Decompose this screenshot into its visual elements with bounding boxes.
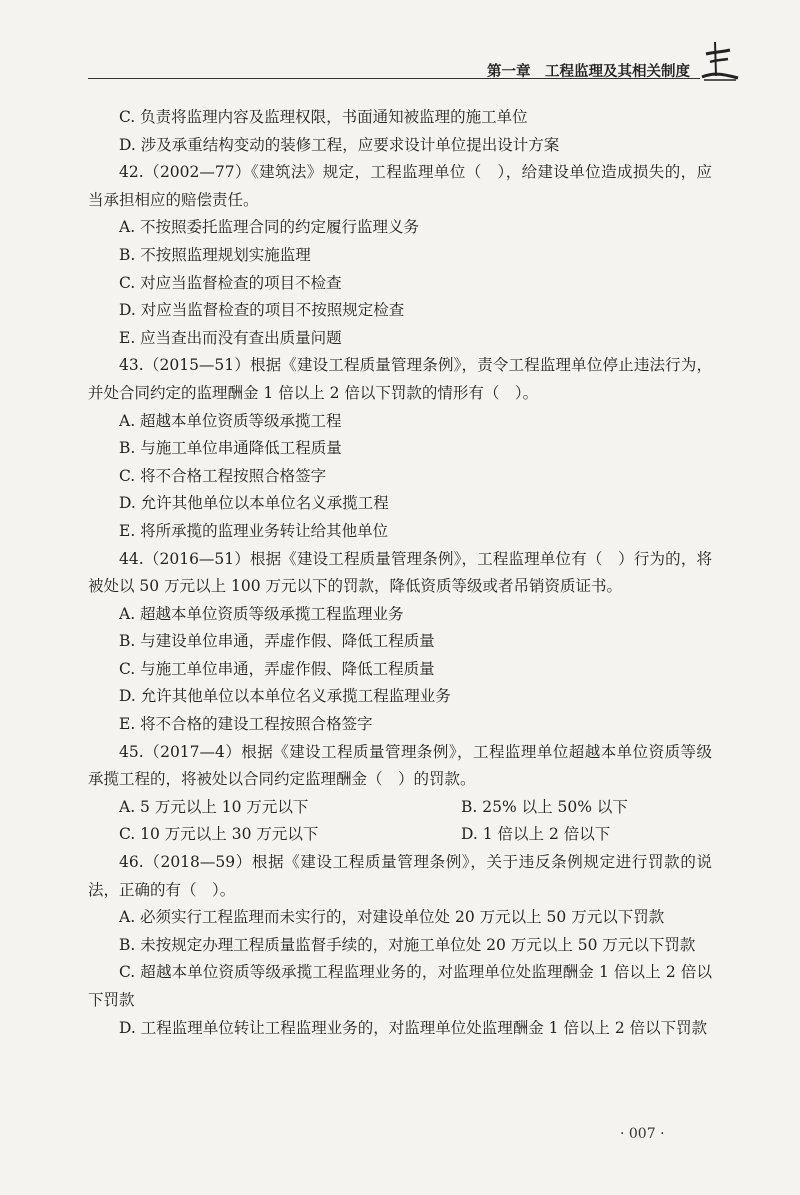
option-item: C. 与施工单位串通，弄虚作假、降低工程质量 [119, 659, 435, 678]
chapter-mark-icon [700, 40, 740, 84]
option-item: D. 对应当监督检查的项目不按照规定检查 [119, 301, 405, 320]
option-item: B. 与建设单位串通，弄虚作假、降低工程质量 [119, 632, 435, 651]
question-stem: 43.（2015—51）根据《建设工程质量管理条例》，责令工程监理单位停止违法行为，并处合同约定的监理酬金 1 倍以上 2 倍以下罚款的情形有（ ）。 [88, 356, 712, 402]
option-row [88, 821, 712, 849]
question-stem: 44.（2016—51）根据《建设工程质量管理条例》，工程监理单位有（ ）行为的，将被处以 50 万元以上 100 万元以下的罚款，降低资质等级或者吊销资质证书。 [88, 549, 712, 596]
option-item: C. 负责将监理内容及监理权限，书面通知被监理的施工单位 [119, 108, 528, 126]
chapter-title: 第一章 工程监理及其相关制度 [487, 64, 690, 80]
option-item: A. 5 万元以上 10 万元以下 [119, 797, 309, 816]
option-item: E. 将所承揽的监理业务转让给其他单位 [119, 521, 389, 540]
page-number: · 007 · [620, 1126, 665, 1142]
option-item: A. 超越本单位资质等级承揽工程监理业务 [119, 604, 404, 623]
option-item: C. 对应当监督检查的项目不检查 [119, 273, 342, 292]
option-item: B. 与施工单位串通降低工程质量 [119, 439, 342, 458]
question-stem: 45.（2017—4）根据《建设工程质量管理条例》，工程监理单位超越本单位资质等级承揽工程的，将被处以合同约定监理酬金（ ）的罚款。 [88, 742, 712, 789]
page-content [88, 104, 712, 1042]
option-item: D. 1 倍以上 2 倍以下 [461, 825, 611, 844]
option-item: C. 超越本单位资质等级承揽工程监理业务的，对监理单位处监理酬金 1 倍以上 2 倍以下罚款 [88, 963, 712, 1009]
option-item: B. 不按照监理规划实施监理 [119, 245, 311, 264]
option-item: D. 允许其他单位以本单位名义承揽工程 [119, 494, 389, 513]
question-stem: 42.（2002—77）《建筑法》规定，工程监理单位（ ），给建设单位造成损失的，应当承担相应的赔偿责任。 [88, 163, 712, 209]
option-item: C. 将不合格工程按照合格签字 [119, 466, 327, 485]
option-item: A. 超越本单位资质等级承揽工程 [119, 411, 342, 430]
option-item: D. 涉及承重结构变动的装修工程，应要求设计单位提出设计方案 [119, 135, 560, 154]
option-item: D. 允许其他单位以本单位名义承揽工程监理业务 [119, 687, 451, 706]
option-item: A. 不按照委托监理合同的约定履行监理义务 [119, 218, 420, 237]
header-rule [88, 78, 700, 79]
option-item: C. 10 万元以上 30 万元以下 [119, 825, 319, 844]
option-item: B. 未按规定办理工程质量监督手续的，对施工单位处 20 万元以上 50 万元以下罚款 [119, 935, 696, 954]
option-item: B. 25% 以上 50% 以下 [461, 797, 628, 816]
question-stem: 46.（2018—59）根据《建设工程质量管理条例》，关于违反条例规定进行罚款的说法，正确的有（ ）。 [88, 853, 712, 899]
option-item: A. 必须实行工程监理而未实行的，对建设单位处 20 万元以上 50 万元以下罚款 [119, 908, 665, 927]
page-header [88, 40, 740, 80]
option-item: E. 应当查出而没有查出质量问题 [119, 328, 342, 347]
option-item: E. 将不合格的建设工程按照合格签字 [119, 715, 373, 734]
option-row [88, 794, 712, 822]
option-item: D. 工程监理单位转让工程监理业务的，对监理单位处监理酬金 1 倍以上 2 倍以下罚款 [119, 1018, 708, 1037]
